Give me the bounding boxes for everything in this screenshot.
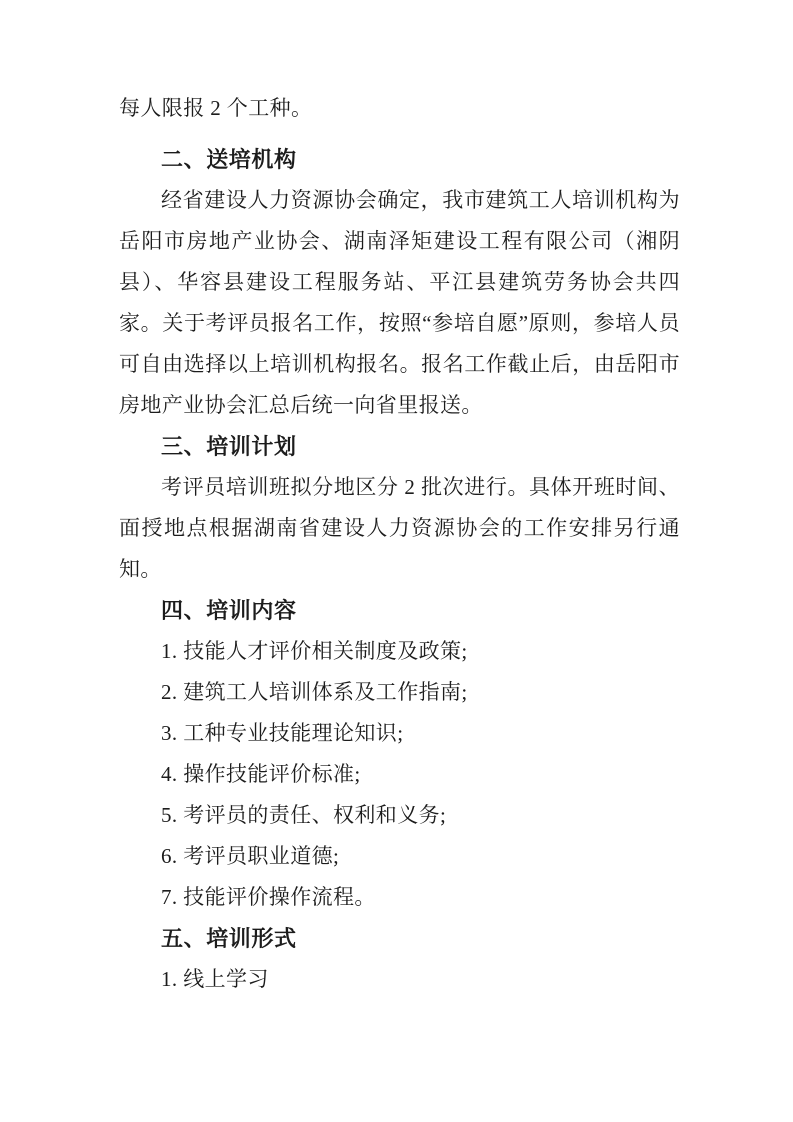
paragraph-continuation: 每人限报 2 个工种。 [119, 96, 313, 120]
list-item-content-7: 7. 技能评价操作流程。 [161, 885, 376, 909]
list-item-content-6: 6. 考评员职业道德; [161, 844, 340, 868]
list-item-content-2: 2. 建筑工人培训体系及工作指南; [161, 680, 468, 704]
section-heading-4-training-content: 四、培训内容 [161, 598, 297, 623]
section-heading-5-training-format: 五、培训形式 [161, 926, 297, 951]
list-item-content-5: 5. 考评员的责任、权利和义务; [161, 803, 447, 827]
list-item-content-4: 4. 操作技能评价标准; [161, 762, 361, 786]
section-heading-2-training-providers: 二、送培机构 [161, 147, 297, 172]
list-item-content-1: 1. 技能人才评价相关制度及政策; [161, 639, 468, 663]
paragraph-training-providers: 经省建设人力资源协会确定，我市建筑工人培训机构为岳阳市房地产业协会、湖南泽矩建设工程有限公司（湘阴县）、华容县建设工程服务站、平江县建筑劳务协会共四家。关于考评员报名工作，按照“参培自愿”原则，参培人员可自由选择以上培训机构报名。报名工作截止后，由岳阳市房地产业协会汇总后统一向省里报送。 [119, 188, 680, 417]
list-item-content-3: 3. 工种专业技能理论知识; [161, 721, 404, 745]
section-heading-3-training-plan: 三、培训计划 [161, 434, 297, 459]
paragraph-training-plan: 考评员培训班拟分地区分 2 批次进行。具体开班时间、面授地点根据湖南省建设人力资源协会的工作安排另行通知。 [119, 475, 680, 581]
list-item-format-1: 1. 线上学习 [161, 967, 269, 991]
